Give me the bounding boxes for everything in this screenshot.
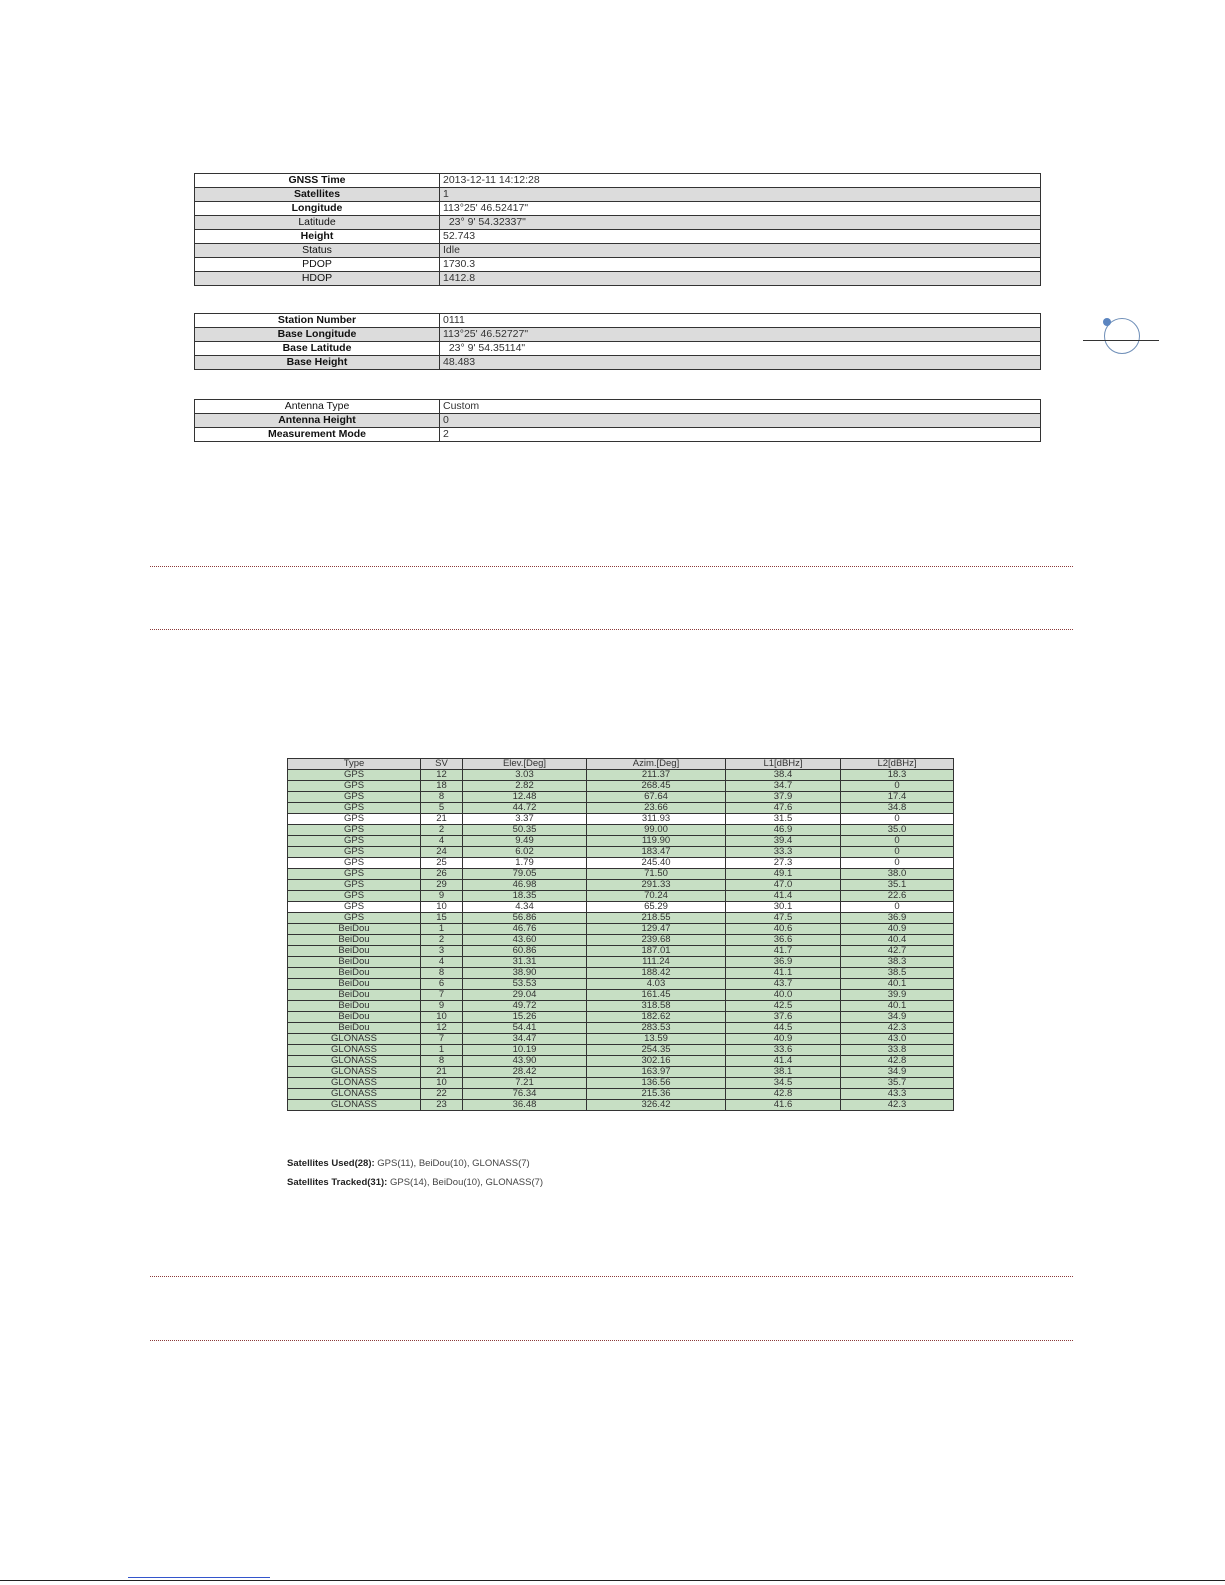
cell-sv: 21: [421, 1067, 463, 1078]
cell-l1: 39.4: [726, 836, 841, 847]
cell-type: GPS: [288, 847, 421, 858]
col-header-l2: L2[dBHz]: [841, 759, 954, 770]
cell-type: GPS: [288, 825, 421, 836]
table-row: [288, 1034, 954, 1045]
cell-elev: 6.02: [463, 847, 587, 858]
cell-l2: 38.3: [841, 957, 954, 968]
cell-azim: 119.90: [587, 836, 726, 847]
base-latitude-value: 23° 9' 54.35114": [440, 342, 1041, 356]
satellites-used-value: GPS(11), BeiDou(10), GLONASS(7): [374, 1158, 530, 1169]
cell-type: GPS: [288, 902, 421, 913]
gnss-info-body: [195, 174, 1041, 286]
cell-type: GLONASS: [288, 1045, 421, 1056]
table-row: [288, 1001, 954, 1012]
cell-l1: 30.1: [726, 902, 841, 913]
cell-l1: 33.3: [726, 847, 841, 858]
cell-l2: 35.7: [841, 1078, 954, 1089]
table-row: [195, 400, 1041, 414]
cell-type: BeiDou: [288, 935, 421, 946]
cell-l2: 43.0: [841, 1034, 954, 1045]
cell-azim: 283.53: [587, 1023, 726, 1034]
cell-azim: 111.24: [587, 957, 726, 968]
cell-l1: 27.3: [726, 858, 841, 869]
table-row: [288, 979, 954, 990]
satellite-table: [287, 758, 954, 1111]
cell-elev: 4.34: [463, 902, 587, 913]
cell-l2: 0: [841, 814, 954, 825]
gnss-time-value: 2013-12-11 14:12:28: [440, 174, 1041, 188]
cell-l1: 34.5: [726, 1078, 841, 1089]
cell-l1: 41.4: [726, 891, 841, 902]
table-row: [288, 968, 954, 979]
cell-elev: 12.48: [463, 792, 587, 803]
col-header-azim: Azim.[Deg]: [587, 759, 726, 770]
cell-elev: 56.86: [463, 913, 587, 924]
cell-azim: 245.40: [587, 858, 726, 869]
cell-l2: 35.1: [841, 880, 954, 891]
cell-l2: 42.3: [841, 1023, 954, 1034]
cell-type: GPS: [288, 858, 421, 869]
satellites-tracked-summary: [287, 1177, 543, 1188]
cell-azim: 4.03: [587, 979, 726, 990]
cell-l2: 40.1: [841, 979, 954, 990]
table-row: [288, 803, 954, 814]
cell-type: GPS: [288, 792, 421, 803]
cell-l1: 41.1: [726, 968, 841, 979]
cell-elev: 46.76: [463, 924, 587, 935]
cell-sv: 1: [421, 924, 463, 935]
base-longitude-value: 113°25' 46.52727": [440, 328, 1041, 342]
base-info-body: [195, 314, 1041, 370]
antenna-info-table: [194, 399, 1041, 442]
cell-type: GPS: [288, 869, 421, 880]
longitude-value: 113°25' 46.52417": [440, 202, 1041, 216]
cell-l1: 44.5: [726, 1023, 841, 1034]
cell-type: BeiDou: [288, 1001, 421, 1012]
table-row: [195, 356, 1041, 370]
cell-l1: 46.9: [726, 825, 841, 836]
table-row: [288, 891, 954, 902]
table-row: [195, 342, 1041, 356]
cell-l2: 40.4: [841, 935, 954, 946]
cell-azim: 239.68: [587, 935, 726, 946]
pdop-value: 1730.3: [440, 258, 1041, 272]
table-row: [288, 935, 954, 946]
cell-type: GPS: [288, 913, 421, 924]
height-label: Height: [195, 230, 440, 244]
cell-sv: 10: [421, 1078, 463, 1089]
cell-azim: 218.55: [587, 913, 726, 924]
satellites-used-summary: [287, 1158, 530, 1169]
cell-azim: 67.64: [587, 792, 726, 803]
cell-l2: 39.9: [841, 990, 954, 1001]
cell-sv: 5: [421, 803, 463, 814]
table-row: [288, 770, 954, 781]
cell-l2: 33.8: [841, 1045, 954, 1056]
cell-sv: 18: [421, 781, 463, 792]
cell-l2: 34.8: [841, 803, 954, 814]
cell-l1: 47.6: [726, 803, 841, 814]
cell-l1: 47.0: [726, 880, 841, 891]
table-row: [195, 258, 1041, 272]
measurement-mode-label: Measurement Mode: [195, 428, 440, 442]
cell-type: GLONASS: [288, 1078, 421, 1089]
cell-elev: 15.26: [463, 1012, 587, 1023]
cell-l1: 47.5: [726, 913, 841, 924]
cell-sv: 12: [421, 1023, 463, 1034]
base-info-table: [194, 313, 1041, 370]
gnss-info-table: [194, 173, 1041, 286]
station-number-value: 0111: [440, 314, 1041, 328]
cell-elev: 43.90: [463, 1056, 587, 1067]
cell-l2: 42.8: [841, 1056, 954, 1067]
col-header-sv: SV: [421, 759, 463, 770]
cell-sv: 29: [421, 880, 463, 891]
base-height-value: 48.483: [440, 356, 1041, 370]
cell-l2: 36.9: [841, 913, 954, 924]
antenna-type-label: Antenna Type: [195, 400, 440, 414]
cell-sv: 1: [421, 1045, 463, 1056]
cell-elev: 49.72: [463, 1001, 587, 1012]
cell-l2: 17.4: [841, 792, 954, 803]
base-height-label: Base Height: [195, 356, 440, 370]
table-row: [195, 272, 1041, 286]
cell-elev: 9.49: [463, 836, 587, 847]
cell-type: GPS: [288, 891, 421, 902]
cell-type: BeiDou: [288, 946, 421, 957]
cell-l1: 38.1: [726, 1067, 841, 1078]
cell-type: GPS: [288, 770, 421, 781]
cell-elev: 53.53: [463, 979, 587, 990]
antenna-info-body: [195, 400, 1041, 442]
cell-elev: 7.21: [463, 1078, 587, 1089]
cell-azim: 182.62: [587, 1012, 726, 1023]
cell-azim: 183.47: [587, 847, 726, 858]
cell-l2: 40.1: [841, 1001, 954, 1012]
satellite-table-head: [288, 759, 954, 770]
cell-sv: 25: [421, 858, 463, 869]
cell-l2: 0: [841, 836, 954, 847]
cell-l2: 34.9: [841, 1012, 954, 1023]
base-longitude-label: Base Longitude: [195, 328, 440, 342]
height-value: 52.743: [440, 230, 1041, 244]
cell-elev: 10.19: [463, 1045, 587, 1056]
cell-l2: 40.9: [841, 924, 954, 935]
cell-l2: 0: [841, 847, 954, 858]
cell-azim: 302.16: [587, 1056, 726, 1067]
cell-l1: 36.6: [726, 935, 841, 946]
table-row: [195, 314, 1041, 328]
satellites-used-label: Satellites Used(28):: [287, 1158, 375, 1169]
cell-sv: 9: [421, 891, 463, 902]
cell-azim: 215.36: [587, 1089, 726, 1100]
cell-type: GPS: [288, 814, 421, 825]
table-row: [288, 1100, 954, 1111]
table-row: [195, 230, 1041, 244]
hdop-value: 1412.8: [440, 272, 1041, 286]
cell-l1: 43.7: [726, 979, 841, 990]
cell-l1: 34.7: [726, 781, 841, 792]
table-row: [288, 957, 954, 968]
cell-azim: 136.56: [587, 1078, 726, 1089]
cell-elev: 1.79: [463, 858, 587, 869]
cell-elev: 79.05: [463, 869, 587, 880]
cell-azim: 163.97: [587, 1067, 726, 1078]
cell-elev: 76.34: [463, 1089, 587, 1100]
cell-azim: 291.33: [587, 880, 726, 891]
table-row: [195, 202, 1041, 216]
cell-azim: 326.42: [587, 1100, 726, 1111]
cell-sv: 6: [421, 979, 463, 990]
pdop-label: PDOP: [195, 258, 440, 272]
cell-azim: 318.58: [587, 1001, 726, 1012]
satellite-table-header-row: [288, 759, 954, 770]
table-row: [288, 1056, 954, 1067]
table-row: [195, 244, 1041, 258]
table-row: [288, 990, 954, 1001]
section-divider: [150, 629, 1073, 630]
table-row: [288, 814, 954, 825]
table-row: [195, 188, 1041, 202]
cell-l2: 42.7: [841, 946, 954, 957]
table-row: [288, 858, 954, 869]
section-divider: [150, 1276, 1073, 1277]
cell-l2: 22.6: [841, 891, 954, 902]
cell-elev: 54.41: [463, 1023, 587, 1034]
cell-azim: 268.45: [587, 781, 726, 792]
table-row: [195, 414, 1041, 428]
cell-l2: 35.0: [841, 825, 954, 836]
satellite-table-body: [288, 770, 954, 1111]
cell-type: GPS: [288, 880, 421, 891]
cell-elev: 34.47: [463, 1034, 587, 1045]
cell-l1: 33.6: [726, 1045, 841, 1056]
table-row: [288, 792, 954, 803]
cell-elev: 43.60: [463, 935, 587, 946]
antenna-height-label: Antenna Height: [195, 414, 440, 428]
cell-sv: 8: [421, 792, 463, 803]
cell-l1: 40.9: [726, 1034, 841, 1045]
cell-sv: 8: [421, 1056, 463, 1067]
cell-type: GLONASS: [288, 1089, 421, 1100]
table-row: [288, 946, 954, 957]
cell-l1: 36.9: [726, 957, 841, 968]
cell-l1: 37.6: [726, 1012, 841, 1023]
station-number-label: Station Number: [195, 314, 440, 328]
cell-sv: 10: [421, 1012, 463, 1023]
cell-sv: 21: [421, 814, 463, 825]
cell-sv: 2: [421, 825, 463, 836]
table-row: [288, 836, 954, 847]
cell-elev: 36.48: [463, 1100, 587, 1111]
table-row: [195, 428, 1041, 442]
cell-l1: 49.1: [726, 869, 841, 880]
cell-elev: 28.42: [463, 1067, 587, 1078]
cell-azim: 65.29: [587, 902, 726, 913]
section-divider: [150, 566, 1073, 567]
cell-l1: 41.6: [726, 1100, 841, 1111]
status-value: Idle: [440, 244, 1041, 258]
base-latitude-label: Base Latitude: [195, 342, 440, 356]
table-row: [288, 902, 954, 913]
cell-l1: 37.9: [726, 792, 841, 803]
table-row: [195, 174, 1041, 188]
cell-azim: 13.59: [587, 1034, 726, 1045]
cell-type: BeiDou: [288, 979, 421, 990]
cell-l2: 38.5: [841, 968, 954, 979]
cell-sv: 4: [421, 957, 463, 968]
cell-l2: 38.0: [841, 869, 954, 880]
cell-sv: 4: [421, 836, 463, 847]
cell-l2: 0: [841, 781, 954, 792]
cell-type: BeiDou: [288, 1023, 421, 1034]
col-header-l1: L1[dBHz]: [726, 759, 841, 770]
latitude-label: Latitude: [195, 216, 440, 230]
table-row: [288, 913, 954, 924]
cell-l1: 42.5: [726, 1001, 841, 1012]
satellites-value: 1: [440, 188, 1041, 202]
cell-azim: 71.50: [587, 869, 726, 880]
cell-sv: 22: [421, 1089, 463, 1100]
footnote-rule: [128, 1577, 270, 1578]
table-row: [288, 1045, 954, 1056]
satellites-label: Satellites: [195, 188, 440, 202]
col-header-elev: Elev.[Deg]: [463, 759, 587, 770]
cell-sv: 26: [421, 869, 463, 880]
cell-type: GLONASS: [288, 1034, 421, 1045]
cell-l1: 41.7: [726, 946, 841, 957]
decoration-line: [1083, 340, 1159, 341]
table-row: [288, 847, 954, 858]
cell-l1: 42.8: [726, 1089, 841, 1100]
status-label: Status: [195, 244, 440, 258]
col-header-type: Type: [288, 759, 421, 770]
hdop-label: HDOP: [195, 272, 440, 286]
cell-l1: 31.5: [726, 814, 841, 825]
cell-elev: 31.31: [463, 957, 587, 968]
table-row: [288, 1023, 954, 1034]
cell-azim: 188.42: [587, 968, 726, 979]
cell-type: BeiDou: [288, 968, 421, 979]
table-row: [288, 880, 954, 891]
cell-azim: 23.66: [587, 803, 726, 814]
cell-sv: 24: [421, 847, 463, 858]
cell-sv: 7: [421, 990, 463, 1001]
longitude-label: Longitude: [195, 202, 440, 216]
cell-azim: 187.01: [587, 946, 726, 957]
gnss-time-label: GNSS Time: [195, 174, 440, 188]
table-row: [288, 1078, 954, 1089]
cell-type: GLONASS: [288, 1056, 421, 1067]
cell-sv: 8: [421, 968, 463, 979]
cell-sv: 12: [421, 770, 463, 781]
cell-elev: 50.35: [463, 825, 587, 836]
table-row: [288, 825, 954, 836]
cell-type: GLONASS: [288, 1100, 421, 1111]
cell-sv: 9: [421, 1001, 463, 1012]
cell-azim: 99.00: [587, 825, 726, 836]
cell-l2: 0: [841, 902, 954, 913]
cell-l1: 41.4: [726, 1056, 841, 1067]
cell-l2: 42.3: [841, 1100, 954, 1111]
cell-type: BeiDou: [288, 990, 421, 1001]
table-row: [288, 1067, 954, 1078]
cell-azim: 254.35: [587, 1045, 726, 1056]
satellites-tracked-value: GPS(14), BeiDou(10), GLONASS(7): [387, 1177, 544, 1188]
antenna-height-value: 0: [440, 414, 1041, 428]
footer-rule: [0, 1580, 1225, 1581]
cell-sv: 7: [421, 1034, 463, 1045]
cell-l1: 40.0: [726, 990, 841, 1001]
cell-l2: 43.3: [841, 1089, 954, 1100]
satellites-tracked-label: Satellites Tracked(31):: [287, 1177, 388, 1188]
table-row: [288, 869, 954, 880]
cell-elev: 38.90: [463, 968, 587, 979]
cell-elev: 18.35: [463, 891, 587, 902]
cell-azim: 211.37: [587, 770, 726, 781]
cell-azim: 70.24: [587, 891, 726, 902]
cell-elev: 3.03: [463, 770, 587, 781]
cell-azim: 129.47: [587, 924, 726, 935]
table-row: [195, 328, 1041, 342]
cell-elev: 44.72: [463, 803, 587, 814]
cell-elev: 46.98: [463, 880, 587, 891]
table-row: [195, 216, 1041, 230]
cell-l1: 40.6: [726, 924, 841, 935]
cell-l2: 0: [841, 858, 954, 869]
cell-elev: 29.04: [463, 990, 587, 1001]
cell-l2: 18.3: [841, 770, 954, 781]
dot-decoration-icon: [1103, 318, 1111, 326]
table-row: [288, 1089, 954, 1100]
table-row: [288, 1012, 954, 1023]
cell-type: GPS: [288, 836, 421, 847]
cell-azim: 311.93: [587, 814, 726, 825]
cell-elev: 3.37: [463, 814, 587, 825]
latitude-value: 23° 9' 54.32337": [440, 216, 1041, 230]
cell-sv: 2: [421, 935, 463, 946]
cell-sv: 23: [421, 1100, 463, 1111]
cell-l2: 34.9: [841, 1067, 954, 1078]
cell-type: GPS: [288, 781, 421, 792]
cell-sv: 3: [421, 946, 463, 957]
section-divider: [150, 1340, 1073, 1341]
cell-sv: 15: [421, 913, 463, 924]
cell-azim: 161.45: [587, 990, 726, 1001]
cell-sv: 10: [421, 902, 463, 913]
cell-type: BeiDou: [288, 1012, 421, 1023]
cell-type: BeiDou: [288, 957, 421, 968]
antenna-type-value: Custom: [440, 400, 1041, 414]
table-row: [288, 924, 954, 935]
cell-l1: 38.4: [726, 770, 841, 781]
measurement-mode-value: 2: [440, 428, 1041, 442]
cell-type: GLONASS: [288, 1067, 421, 1078]
cell-type: GPS: [288, 803, 421, 814]
table-row: [288, 781, 954, 792]
cell-type: BeiDou: [288, 924, 421, 935]
cell-elev: 2.82: [463, 781, 587, 792]
cell-elev: 60.86: [463, 946, 587, 957]
